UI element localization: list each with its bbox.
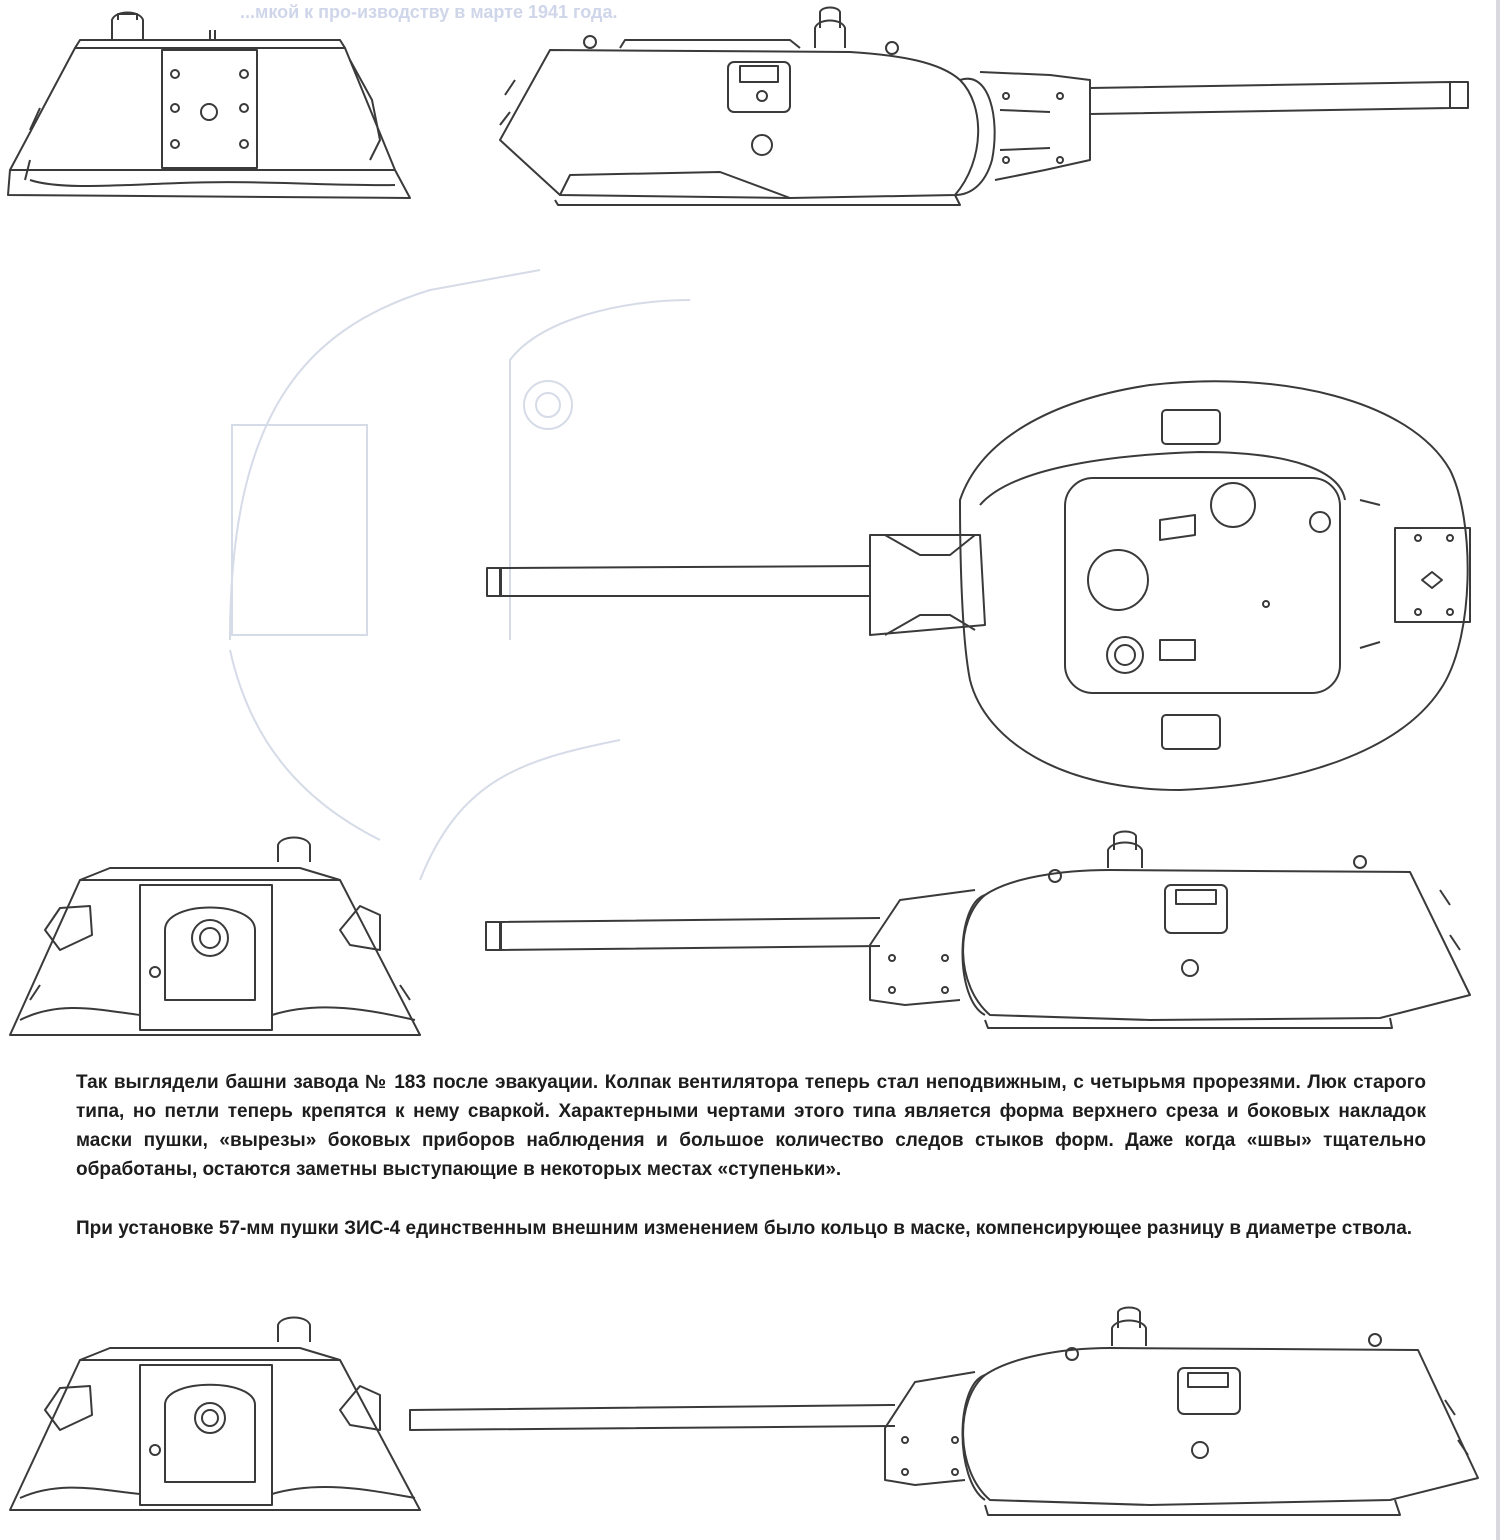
caption-evacuated-turrets: Так выглядели башни завода № 183 после эвакуации. Колпак вентилятора теперь стал неподвижным, с четырьмя прорезями. Люк старого типа, но петли теперь крепятся к нему сваркой. Характерными чертами этого типа является форма верхнего среза и боковых накладок маски пушки, «вырезы» боковых приборов наблюдения и большое количество следов стыков форм. Даже когда «швы» тщательно обработаны, остаются заметны выступающие в некоторых местах «ступеньки».: [76, 1072, 1426, 1180]
caption-zis4-gun: При установке 57-мм пушки ЗИС-4 единственным внешним изменением было кольцо в маске, компенсирующее разницу в диаметре ствола.: [76, 1218, 1413, 1239]
bleed-through-header-text: ...мкой к про-изводству в марте 1941 года.: [240, 2, 618, 22]
page-edge: [1496, 0, 1500, 1540]
